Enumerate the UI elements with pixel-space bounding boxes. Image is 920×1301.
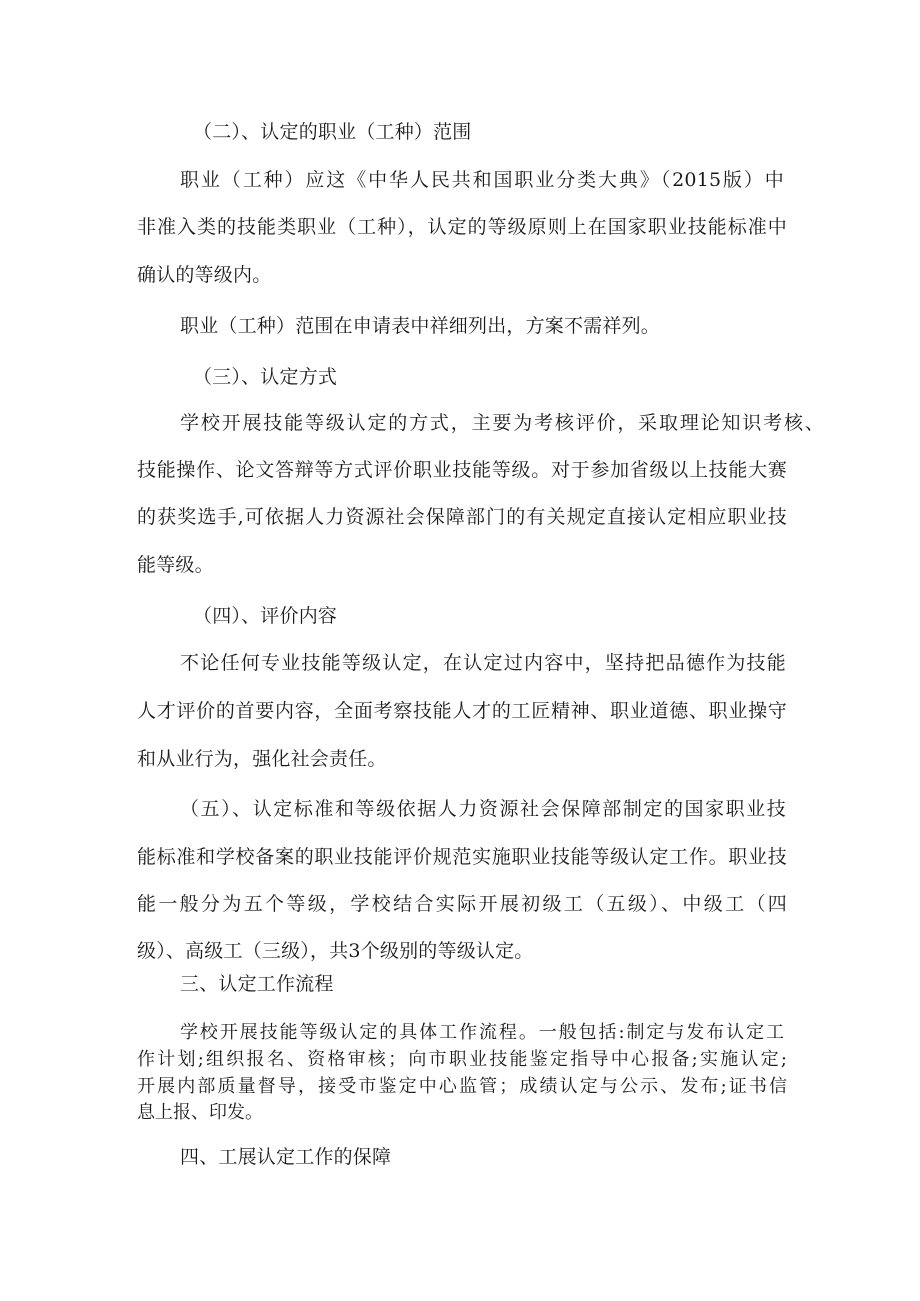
paragraph-line: （五）、认定标准和等级依据人力资源社会保障部制定的国家职业技	[180, 798, 786, 820]
paragraph-line: 职业（工种）应这《中华人民共和国职业分类大典》（2015版）中	[180, 169, 784, 191]
paragraph-line: 非准入类的技能类职业（工种），认定的等级原则上在国家职业技能标准中	[137, 216, 787, 238]
paragraph-line: 确认的等级内。	[137, 264, 272, 286]
paragraph-line: 能一般分为五个等级，学校结合实际开展初级工（五级）、中级工（四	[137, 893, 787, 915]
paragraph-line: 能标准和学校备案的职业技能评价规范实施职业技能等级认定工作。职业技	[137, 846, 787, 868]
paragraph-line: 人才评价的首要内容，全面考察技能人才的工匠精神、职业道德、职业操守	[137, 700, 787, 722]
paragraph-line: 不论任何专业技能等级认定，在认定过内容中，坚持把品德作为技能	[180, 652, 786, 674]
paragraph-line: 作计划;组织报名、资格审核；向市职业技能鉴定指导中心报备;实施认定;	[137, 1049, 787, 1070]
paragraph-line: 息上报、印发。	[137, 1102, 263, 1123]
heading-section-4: （四）、评价内容	[193, 605, 338, 627]
paragraph-line: 能等级。	[137, 554, 214, 576]
paragraph-line: 学校开展技能等级认定的方式，主要为考核评价，采取理论知识考核、	[180, 412, 824, 434]
paragraph-line: 开展内部质量督导，接受市鉴定中心监管；成绩认定与公示、发布;证书信	[137, 1076, 787, 1097]
heading-section-three: 三、认定工作流程	[180, 973, 334, 995]
heading-section-four: 四、工展认定工作的保障	[180, 1146, 392, 1168]
paragraph-line: 职业（工种）范围在申请表中祥细列出，方案不需祥列。	[180, 315, 661, 337]
paragraph-line: 和从业行为，强化社会责任。	[137, 748, 387, 770]
paragraph-line: 技能操作、论文答辩等方式评价职业技能等级。对于参加省级以上技能大赛	[137, 459, 787, 481]
heading-section-3: （三）、认定方式	[193, 366, 338, 388]
paragraph-line: 的获奖选手,可依据人力资源社会保障部门的有关规定直接认定相应职业技	[137, 506, 787, 528]
heading-section-2: （二）、认定的职业（工种）范围	[193, 121, 472, 143]
paragraph-line: 学校开展技能等级认定的具体工作流程。一般包括:制定与发布认定工	[180, 1022, 784, 1043]
paragraph-line: 级）、高级工（三级），共3个级别的等级认定。	[137, 940, 534, 962]
